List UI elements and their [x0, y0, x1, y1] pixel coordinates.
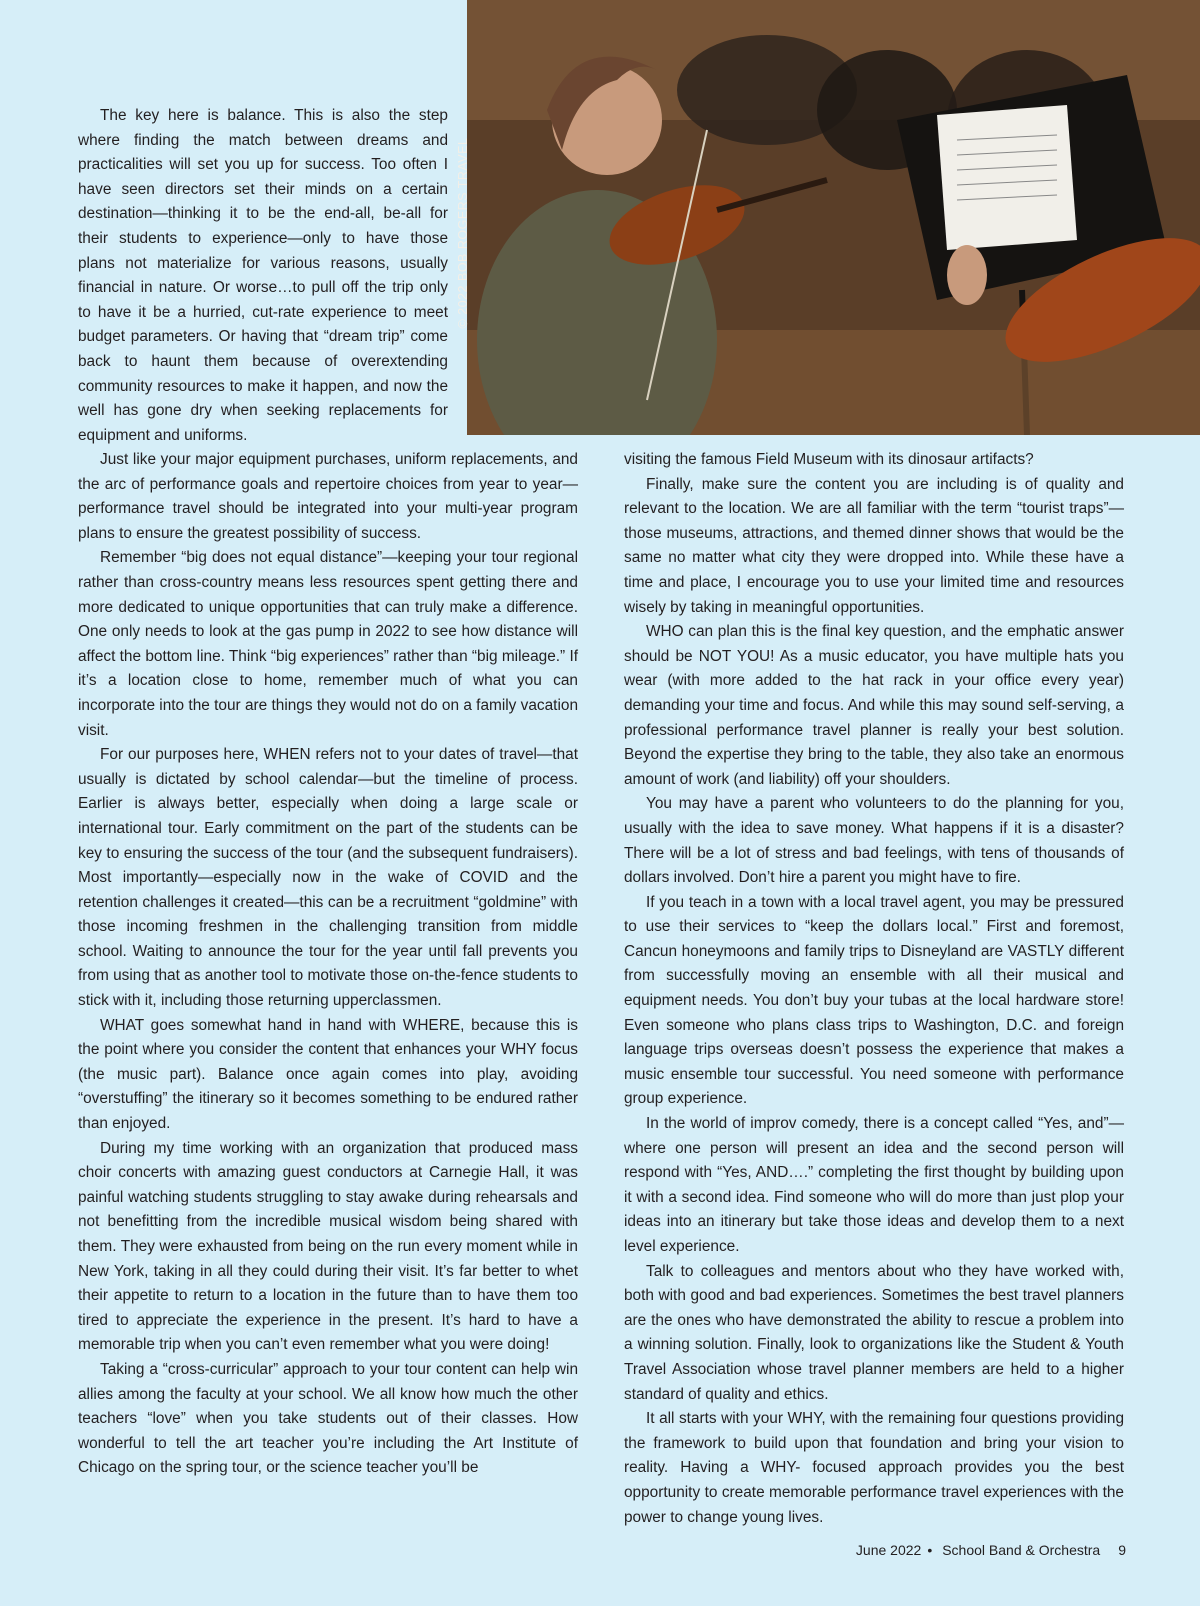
paragraph: You may have a parent who volunteers to do the planning for you, usually with the idea to save money. What happens if it is a disaster? There will be a lot of stress and bad feelings, with tens of thousands of dollars involved. Don’t hire a parent you might have to fire. [624, 795, 1124, 887]
paragraph: During my time working with an organization that produced mass choir concerts with amazing guest conductors at Carnegie Hall, it was painful watching students struggling to stay awake during rehearsals and not benefitting from the incredible musical wisdom being shared with them. They were exhausted from being on the run every moment while in New York, taking in all they could during their visit. It’s far better to whet their appetite to return to a location in the future than to have them too tired to appreciate the experience in the present. It’s hard to have a memorable trip when you can’t even remember what you were doing! [78, 1139, 578, 1354]
paragraph: Talk to colleagues and mentors about who they have worked with, both with good and bad experiences. Sometimes the best travel planners are the ones who have demonstrated the ability to rescue a problem into a winning solution. Finally, look to organizations like the Student & Youth Travel Association whose travel planner members are held to a higher standard of quality and ethics. [624, 1262, 1124, 1403]
paragraph: WHO can plan this is the final key question, and the emphatic answer should be NOT YOU! As a music educator, you have multiple hats you wear (with more added to the hat rack in your office every year) demanding your time and focus. And while this may sound self-serving, a professional performance travel planner is really your best solution. Beyond the expertise they bring to the table, they also take an enormous amount of work (and liability) off your shoulders. [624, 623, 1124, 788]
paragraph: For our purposes here, WHEN refers not to your dates of travel—that usually is dictated by school calendar—but the timeline of process. Earlier is always better, especially when doing a large scale or international tour. Early commitment on the part of the students can be key to ensuring the success of the tour (and the subsequent fundraisers). Most importantly—especially now in the wake of COVID and the retention challenges it created—this can be a recruitment “goldmine” with those incoming freshmen in the challenging transition from middle school. Waiting to announce the tour for the year until fall prevents you from using that as another tool to motivate those on-the-fence students to stick with it, including those returning upperclassmen. [78, 746, 578, 1010]
text-column-left [78, 448, 578, 1481]
orchestra-photo [467, 0, 1200, 435]
paragraph: Finally, make sure the content you are including is of quality and relevant to the location. We are all familiar with the term “tourist traps”—those museums, attractions, and themed dinner shows that would be the same no matter what city they were dropped into. While these have a time and place, I encourage you to use your limited time and resources wisely by taking in meaningful opportunities. [624, 475, 1124, 616]
publication-name: School Band & Orchestra [942, 1542, 1101, 1558]
orchestra-photo-illustration [467, 0, 1200, 435]
paragraph-continuation: visiting the famous Field Museum with its dinosaur artifacts? [624, 451, 1034, 468]
text-column-right [624, 448, 1124, 1530]
page-footer [852, 1542, 1126, 1558]
paragraph: The key here is balance. This is also the step where finding the match between dreams and practicalities will set you up for success. Too often I have seen directors set their minds on a certain destination—thinking it to be the end-all, be-all for their students to experience—only to have those plans not materialize for various reasons, usually financial in nature. Or worse…to pull off the trip only to have it be a hurried, cut-rate experience to meet budget parameters. Or having that “dream trip” come back to haunt them because of overextending community resources to make it happen, and now the well has gone dry when seeking replacements for equipment and uniforms. [78, 107, 448, 444]
paragraph: WHAT goes somewhat hand in hand with WHERE, because this is the point where you consider the content that enhances your WHY focus (the music part). Balance once again comes into play, avoiding “overstuffing” the itinerary so it becomes something to be endured rather than enjoyed. [78, 1016, 578, 1133]
paragraph: Just like your major equipment purchases, uniform replacements, and the arc of performance goals and repertoire choices from year to year—performance travel should be integrated into your multi-year program plans to ensure the greatest possibility of success. [78, 451, 578, 542]
paragraph: Remember “big does not equal distance”—keeping your tour regional rather than cross-country means less resources spent getting there and more dedicated to unique opportunities that can truly make a difference. One only needs to look at the gas pump in 2022 to see how distance will affect the bottom line. Think “big experiences” rather than “big mileage.” If it’s a location close to home, remember much of what you can incorporate into the tour are things they would not do on a family vacation visit. [78, 549, 578, 739]
paragraph: It all starts with your WHY, with the remaining four questions providing the framework to build upon that foundation and bring your vision to reality. Having a WHY- focused approach provides you the best opportunity to create memorable performance travel experiences with the power to change young lives. [624, 1410, 1124, 1526]
page-number: 9 [1118, 1542, 1126, 1558]
issue-date: June 2022 [855, 1542, 922, 1558]
paragraph: In the world of improv comedy, there is a concept called “Yes, and”—where one person will present an idea and the second person will respond with “Yes, AND….” completing the first thought by building upon it with a second idea. Find someone who will do more than just plop your ideas into an itinerary but take those ideas and develop them to a next level experience. [624, 1115, 1124, 1255]
paragraph: Taking a “cross-curricular” approach to your tour content can help win allies among the faculty at your school. We all know how much the other teachers “love” when you take students out of their classes. How wonderful to tell the art teacher you’re including the Art Institute of Chicago on the spring tour, or the science teacher you’ll be [78, 1360, 578, 1477]
text-column-top-left [78, 104, 448, 448]
photo-credit: © 2022 BOB ROGERS TRAVEL [456, 137, 470, 329]
paragraph: If you teach in a town with a local travel agent, you may be pressured to use their services to “keep the dollars local.” First and foremost, Cancun honeymoons and family trips to Disneyland are VASTLY different from successfully moving an ensemble with all their musical and equipment needs. You don’t buy your tubas at the local hardware store! Even someone who plans class trips to Washington, D.C. and foreign language trips overseas doesn’t possess the experience that makes a music ensemble tour successful. You need someone with performance group experience. [624, 893, 1124, 1108]
footer-bullet: • [927, 1542, 933, 1558]
